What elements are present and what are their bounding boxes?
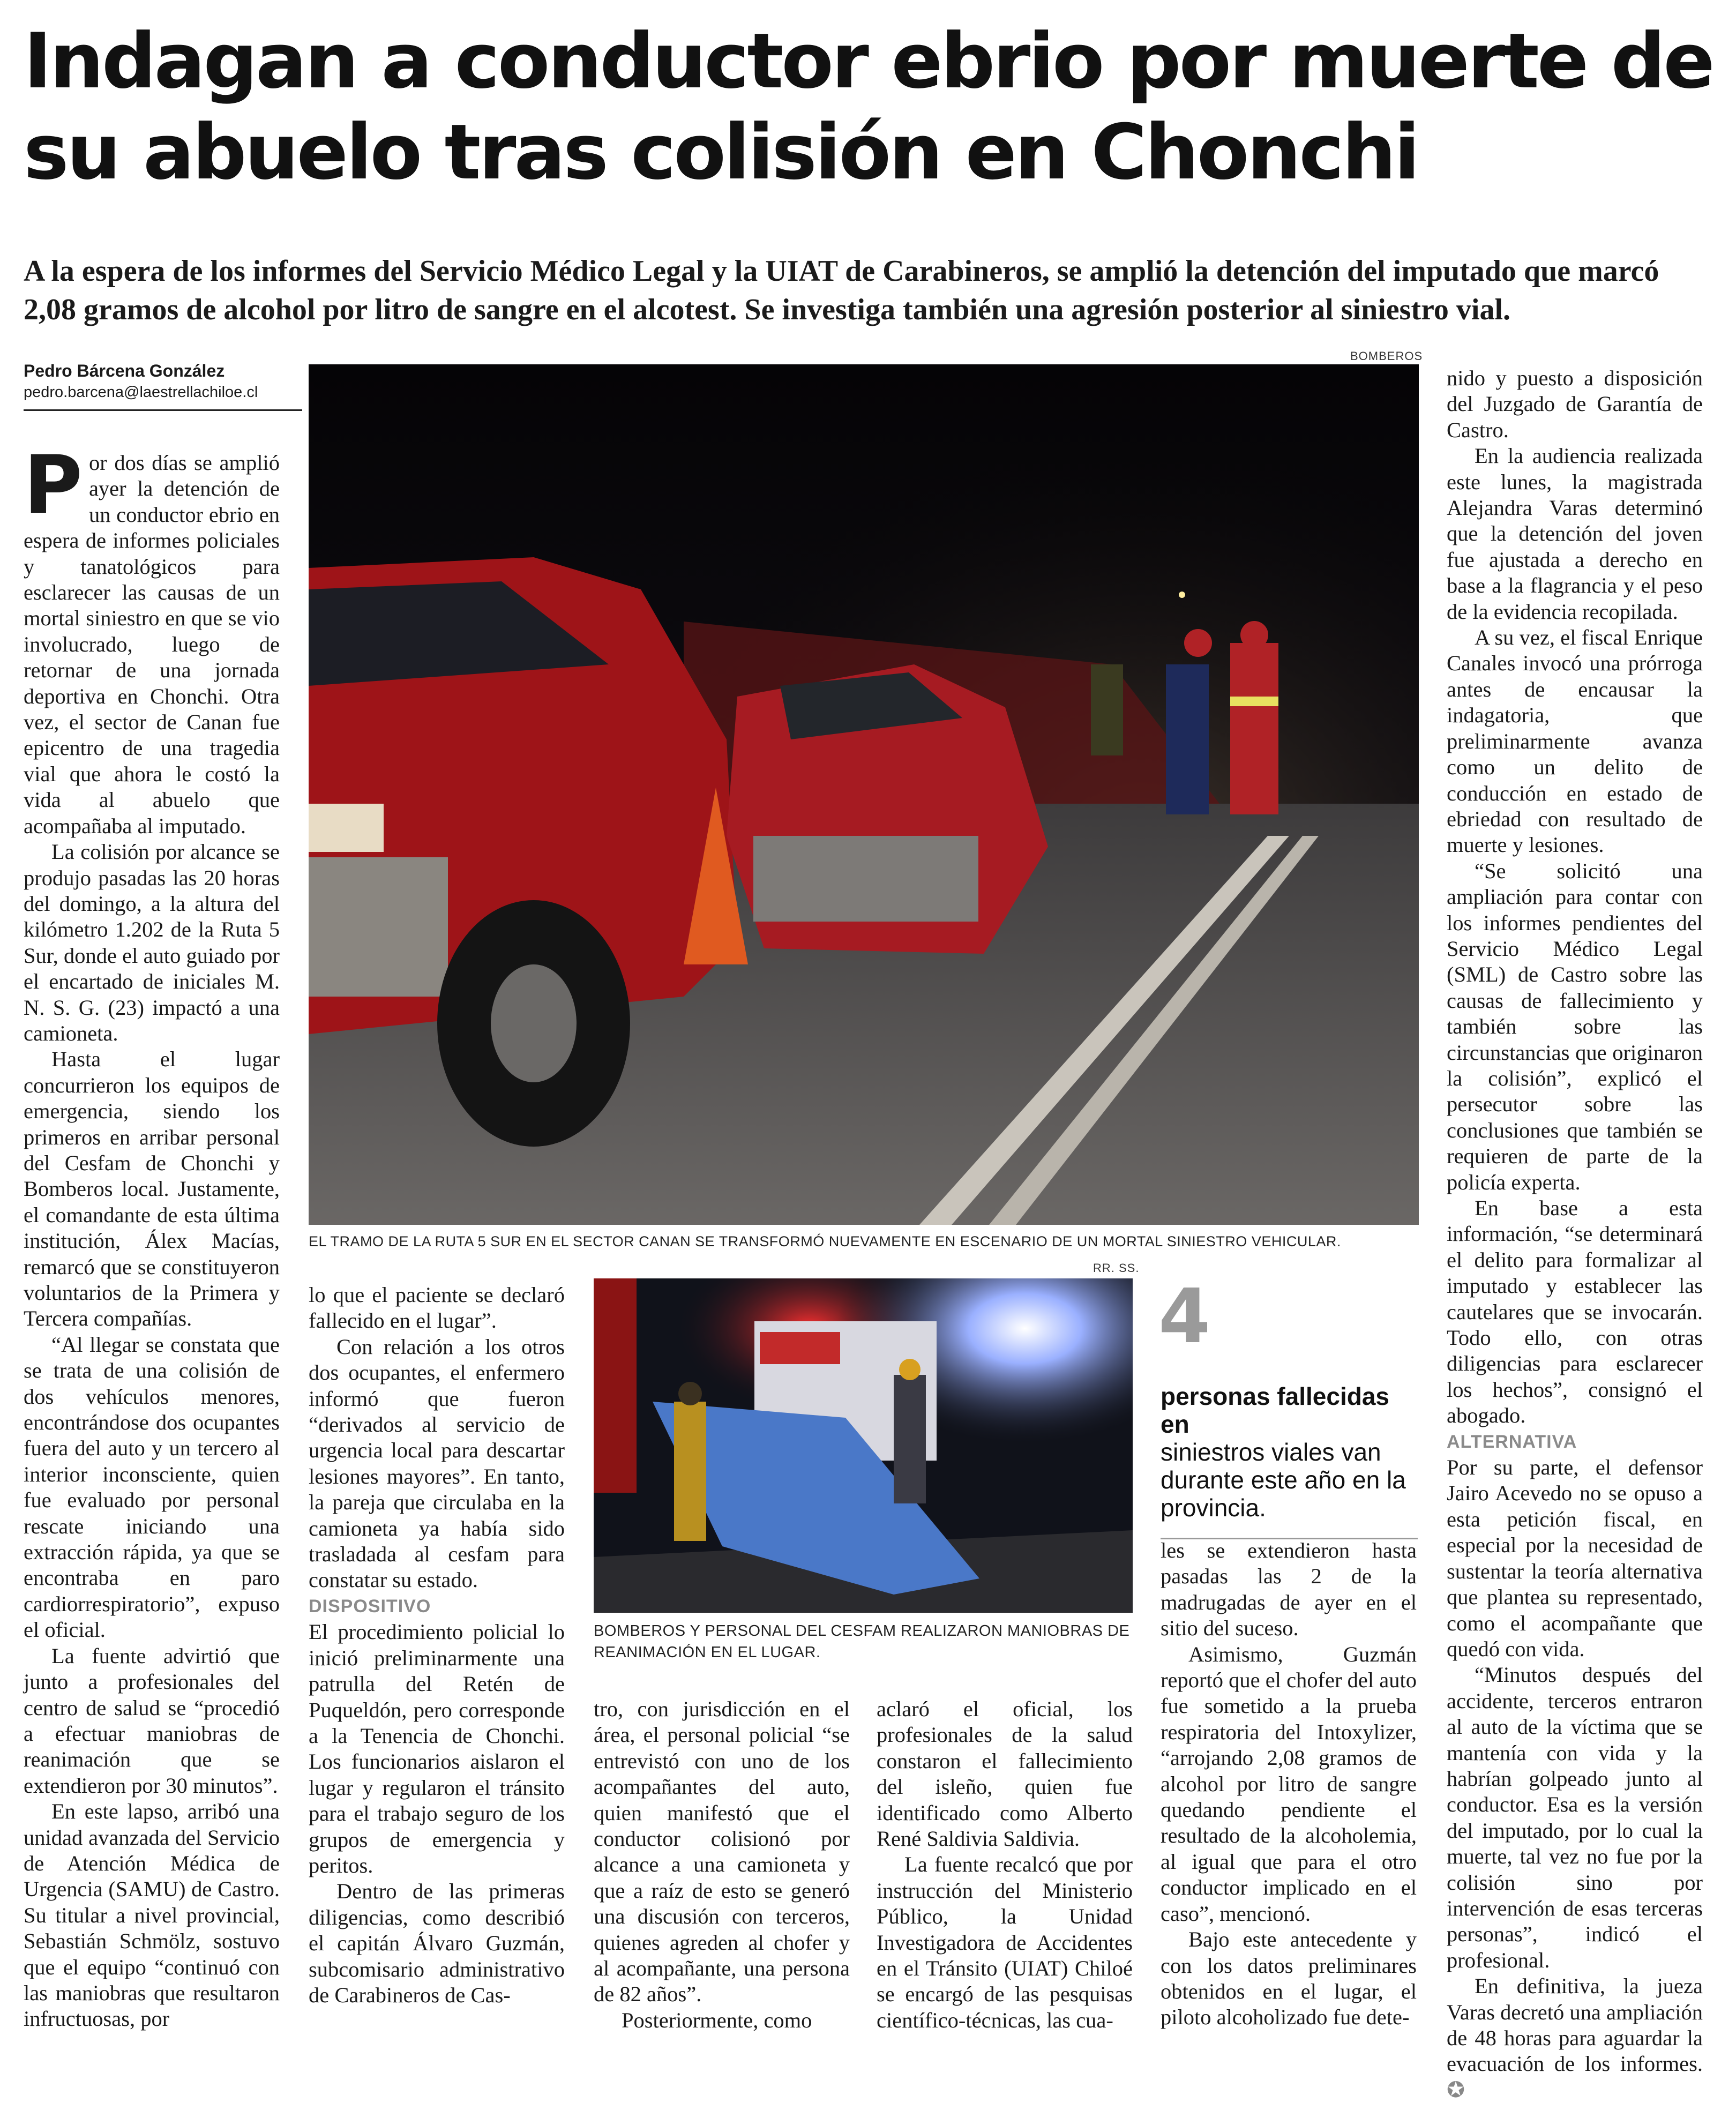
paragraph: La fuente advirtió que junto a profesionales del centro de salud se “procedió a efectuar maniobras de reanimación que se extendieron por 30 minutos”.: [24, 1643, 280, 1798]
stat-body: siniestros viales van durante este año en la provincia.: [1161, 1438, 1406, 1522]
stat-bold: personas fallecidas en: [1161, 1382, 1389, 1438]
paragraph: El procedimiento policial lo inició preliminarmente una patrulla del Retén de Puqueldón, pero corresponde a la Tenencia de Chonchi. Los funcionarios aislaron el lugar y regularon el tránsito para el trabajo seguro de los grupos de emergencia y peritos.: [309, 1620, 565, 1877]
author-name: Pedro Bárcena González: [24, 361, 225, 380]
paragraph: En base a esta información, “se determinará el delito para formalizar al imputado y establecer las cautelares que se invocarán. Todo ello, con otras diligencias para esclarecer los hechos”, consignó el abogado.: [1447, 1196, 1703, 1428]
main-photo-caption: EL TRAMO DE LA RUTA 5 SUR EN EL SECTOR CANAN SE TRANSFORMÓ NUEVAMENTE EN ESCENARIO DE UN MORTAL SINIESTRO VEHICULAR.: [309, 1233, 1341, 1249]
paragraph: En este lapso, arribó una unidad avanzada del Servicio de Atención Médica de Urgencia (SAMU) de Castro. Su titular a nivel provincial, Sebastián Schmölz, sostuvo que el equipo “continuó con las maniobras que resultaron infructuosas, por: [24, 1799, 280, 2031]
column-1: [24, 439, 280, 2032]
paragraph: En la audiencia realizada este lunes, la magistrada Alejandra Varas determinó que la detención del joven fue ajustada a derecho en base a la flagrancia y el peso de la evidencia recopilada.: [1447, 444, 1703, 624]
paragraph: “Minutos después del accidente, terceros entraron al auto de la víctima que se mantenía con vida y la habrían golpeado junto al conductor. Esa es la versión del imputado, por lo cual la muerte, tal vez no fue por la colisión sino por intervención de esas terceras personas”, indicó el profesional.: [1447, 1663, 1703, 1972]
paragraph: Bajo este antecedente y con los datos preliminares obtenidos en el lugar, el piloto alcoholizado fue dete-: [1161, 1927, 1417, 2030]
paragraph: Con relación a los otros dos ocupantes, el enfermero informó que fueron “derivados al servicio de urgencia local para descartar lesiones mayores”. En tanto, la pareja que circulaba en la camioneta ya había sido trasladada al cesfam para constatar su estado.: [309, 1334, 565, 1592]
main-photo: [309, 364, 1419, 1225]
paragraph: Hasta el lugar concurrieron los equipos de emergencia, siendo los primeros en arribar personal del Cesfam de Chonchi y Bomberos local. Justamente, el comandante de esta última institución, Álex Macías, remarcó que se constituyeron voluntarios de la Primera y Tercera compañías.: [24, 1047, 280, 1331]
drop-cap: P: [24, 439, 83, 532]
paragraph: Dentro de las primeras diligencias, como describió el capitán Álvaro Guzmán, subcomisario administrativo de Carabineros de Cas-: [309, 1879, 565, 2007]
stat-number: 4: [1158, 1273, 1211, 1360]
subhead-alternativa: ALTERNATIVA: [1447, 1431, 1577, 1452]
byline: [24, 360, 302, 411]
paragraph: les se extendieron hasta pasadas las 2 de la madrugadas de ayer en el sitio del suceso.: [1161, 1538, 1417, 1641]
column-6: [1447, 365, 1703, 2103]
second-photo-caption: BOMBEROS Y PERSONAL DEL CESFAM REALIZARON MANIOBRAS DE REANIMACIÓN EN EL LUGAR.: [594, 1622, 1130, 1661]
paragraph: aclaró el oficial, los profesionales de la salud constaron el fallecimiento del isleño, quien fue identificado como Alberto René Saldivia Saldivia.: [877, 1697, 1133, 1851]
paragraph: Por su parte, el defensor Jairo Acevedo no se opuso a esta petición fiscal, en especial por la necesidad de sustentar la teoría alternativa que plantea su representado, como el acompañante que quedó con vida.: [1447, 1455, 1703, 1661]
column-3: [594, 1696, 850, 2033]
paragraph: tro, con jurisdicción en el área, el personal policial “se entrevistó con uno de los acompañantes del auto, quien manifestó que el conductor colisionó por alcance a una camioneta y que a raíz de esto se generó una discusión con terceros, quienes agreden al chofer y al acompañante, una persona de 82 años”.: [594, 1697, 850, 2007]
stat-text: [1161, 1382, 1418, 1539]
column-5: [1161, 1538, 1417, 2031]
paragraph: “Al llegar se constata que se trata de una colisión de dos vehículos menores, encontrándose dos ocupantes fuera del auto y un tercero al interior inconsciente, quien fue evaluado por personal rescate iniciando una extracción rápida, ya que se encontraba en paro cardiorrespiratorio”, expuso el oficial.: [24, 1332, 280, 1642]
paragraph: Por dos días se amplió ayer la detención de un conductor ebrio en espera de informes policiales y tanatológicos para esclarecer las causas de un mortal siniestro en que se vio involucrado, luego de retornar de una jornada deportiva en Chonchi. Otra vez, el sector de Canan fue epicentro de una tragedia vial que ahora le costó la vida al abuelo que acompañaba al imputado.: [24, 439, 280, 838]
paragraph: nido y puesto a disposición del Juzgado de Garantía de Castro.: [1447, 366, 1703, 442]
end-mark-icon: ✪: [1447, 2077, 1465, 2102]
column-4: [877, 1696, 1133, 2033]
paragraph: lo que el paciente se declaró fallecido en el lugar”.: [309, 1283, 565, 1333]
deck: A la espera de los informes del Servicio Médico Legal y la UIAT de Carabineros, se amplió la detención del imputado que marcó 2,08 gramos de alcohol por litro de sangre en el alcotest. Se investiga también una agresión posterior al siniestro vial.: [24, 255, 1659, 326]
column-2: [309, 1282, 565, 2008]
paragraph: A su vez, el fiscal Enrique Canales invocó una prórroga antes de encausar la indagatoria, que preliminarmente avanza como un delito de conducción en estado de ebriedad con resultado de muerte y lesiones.: [1447, 625, 1703, 857]
paragraph: La fuente recalcó que por instrucción del Ministerio Público, la Unidad Investigadora de Accidentes en el Tránsito (UIAT) Chiloé se encargó de las pesquisas científico-técnicas, las cua-: [877, 1852, 1133, 2032]
subhead-dispositivo: DISPOSITIVO: [309, 1596, 431, 1616]
paragraph: “Se solicitó una ampliación para contar con los informes pendientes del Servicio Médico Legal (SML) de Castro sobre las causas de fallecimiento y también sobre las circunstancias que originaron la colisión”, explicó el persecutor sobre las conclusiones que también se requieren de parte de la policía experta.: [1447, 858, 1703, 1194]
paragraph: La colisión por alcance se produjo pasadas las 20 horas del domingo, a la altura del kilómetro 1.202 de la Ruta 5 Sur, donde el auto guiado por el encartado de iniciales M. N. S. G. (23) impactó a una camioneta.: [24, 840, 280, 1045]
headline: Indagan a conductor ebrio por muerte de su abuelo tras colisión en Chonchi: [24, 17, 1713, 197]
photo-credit-main: BOMBEROS: [1350, 349, 1423, 363]
photo-credit-second: RR. SS.: [1093, 1261, 1140, 1275]
author-email[interactable]: pedro.barcena@laestrellachiloe.cl: [24, 381, 302, 411]
paragraph: Asimismo, Guzmán reportó que el chofer del auto fue sometido a la prueba respiratoria del Intoxylizer, “arrojando 2,08 gramos de alcohol por litro de sangre quedando pendiente el resultado de la alcoholemia, al igual que para el otro conductor implicado en el caso”, mencionó.: [1161, 1642, 1417, 1926]
paragraph: Posteriormente, como: [622, 2008, 812, 2032]
paragraph: En definitiva, la jueza Varas decretó una ampliación de 48 horas para aguardar la evacuación de los informes. ✪: [1447, 1974, 1703, 2102]
second-photo: [594, 1278, 1133, 1613]
